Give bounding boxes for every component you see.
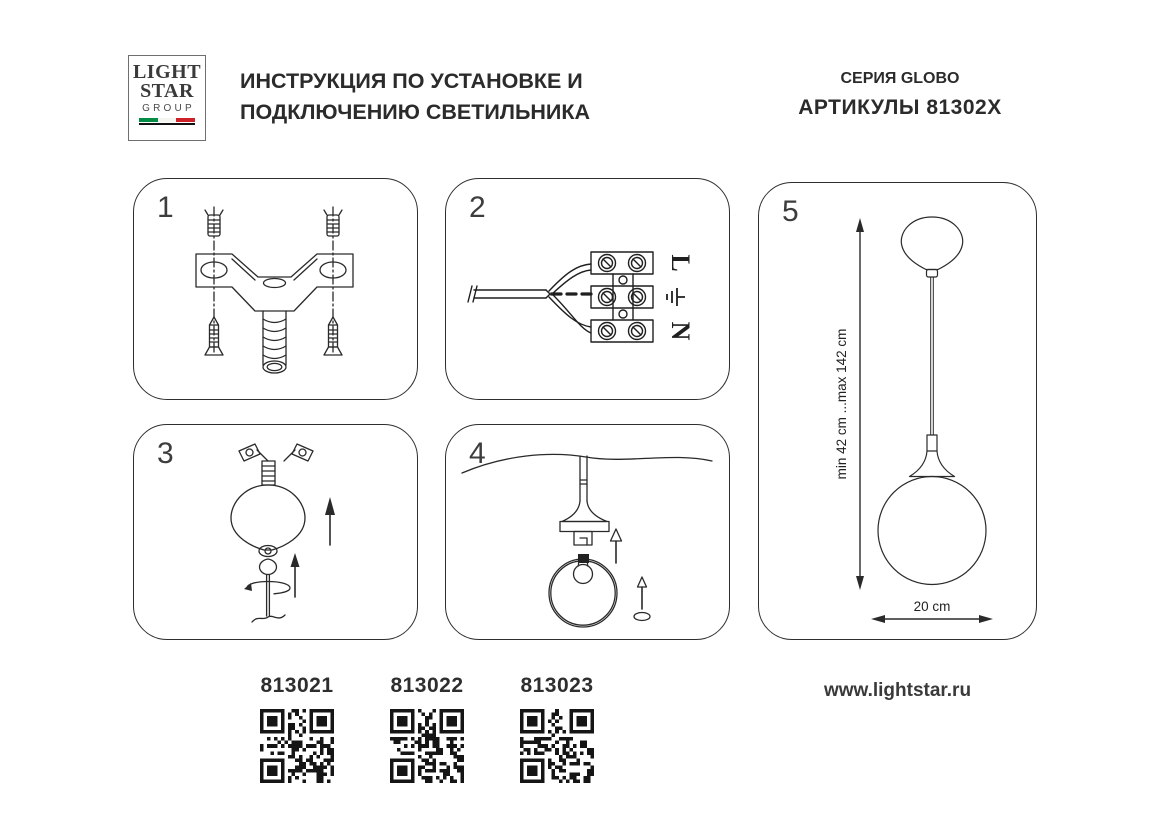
- pendant-globe: [878, 477, 986, 585]
- step-panel-5: [758, 182, 1037, 640]
- lock-ring: [634, 613, 650, 621]
- arrow-up-hollow-2: [638, 577, 647, 609]
- terminal-row-earth: [591, 286, 653, 308]
- flag-red-segment: [176, 118, 195, 122]
- series-name: СЕРИЯ GLOBO: [840, 70, 960, 87]
- step-number-2: 2: [469, 191, 486, 224]
- canopy-cup: [231, 485, 305, 557]
- logo-word-star: STAR: [140, 80, 194, 102]
- terminal-label-live: L: [666, 254, 696, 272]
- arrow-up-hollow-1: [611, 529, 622, 563]
- cord-grip-knob: [260, 559, 277, 575]
- pendant-socket: [910, 435, 955, 477]
- mains-cable: [468, 286, 550, 302]
- arrow-up-large: [325, 497, 335, 545]
- arrow-up-small: [291, 553, 300, 597]
- threaded-tube: [263, 311, 286, 373]
- suspension-rod: [560, 456, 609, 545]
- diameter-dimension-label: 20 cm: [913, 599, 951, 614]
- website-url: www.lightstar.ru: [823, 680, 972, 701]
- lightstar-logo: [128, 55, 206, 141]
- canopy-mounting-diagram: [134, 425, 416, 638]
- article-code: 813023: [520, 674, 594, 697]
- italian-flag-stripe: [139, 118, 195, 125]
- step-number-4: 4: [469, 437, 486, 470]
- terminal-row-live: [591, 252, 653, 274]
- logo-word-light: LIGHT: [132, 61, 202, 83]
- lamp-bulb: [574, 554, 593, 584]
- article-code: 813022: [390, 674, 464, 697]
- terminal-label-neutral: N: [666, 321, 696, 341]
- wire-neutral: [549, 293, 591, 333]
- qr-code-1: [260, 709, 334, 783]
- article-code: 813021: [260, 674, 334, 697]
- qr-code-3: [520, 709, 594, 783]
- articles-name: АРТИКУЛЫ 81302X: [798, 96, 1002, 119]
- glass-globe: [549, 559, 617, 627]
- pendant-cord: [931, 277, 934, 435]
- pendant-dimensions-diagram: [759, 183, 1035, 638]
- page-title: [240, 66, 660, 128]
- step-number-3: 3: [157, 437, 174, 470]
- series-block: [760, 70, 1040, 120]
- step-panel-2: [445, 178, 730, 400]
- logo-word-group: GROUP: [142, 103, 195, 114]
- article-block-813023: [500, 674, 614, 783]
- step-panel-4: [445, 424, 730, 640]
- height-dimension-label: min 42 cm ...max 142 cm: [834, 328, 849, 480]
- step-number-5: 5: [782, 195, 799, 228]
- terminal-wiring-diagram: [446, 179, 728, 398]
- ceiling-bracket: [196, 254, 353, 311]
- article-block-813021: [240, 674, 354, 783]
- flag-white-segment: [158, 118, 177, 122]
- diameter-dimension-arrow: [871, 615, 993, 623]
- article-block-813022: [370, 674, 484, 783]
- pendant-canopy: [901, 217, 962, 277]
- title-line-2: ПОДКЛЮЧЕНИЮ СВЕТИЛЬНИКА: [240, 100, 591, 124]
- height-dimension-arrow: [856, 218, 864, 590]
- step-panel-3: [133, 424, 418, 640]
- mounting-bracket-diagram: [134, 179, 416, 398]
- qr-code-2: [390, 709, 464, 783]
- terminal-row-neutral: [591, 320, 653, 342]
- alignment-lines: [214, 207, 333, 355]
- title-line-1: ИНСТРУКЦИЯ ПО УСТАНОВКЕ И: [240, 69, 583, 93]
- flag-green-segment: [139, 118, 158, 122]
- step-panel-1: [133, 178, 418, 400]
- step-number-1: 1: [157, 191, 174, 224]
- wire-live: [549, 264, 591, 295]
- earth-icon: [667, 288, 685, 306]
- globe-assembly-diagram: [446, 425, 728, 638]
- bracket-small: [239, 444, 313, 485]
